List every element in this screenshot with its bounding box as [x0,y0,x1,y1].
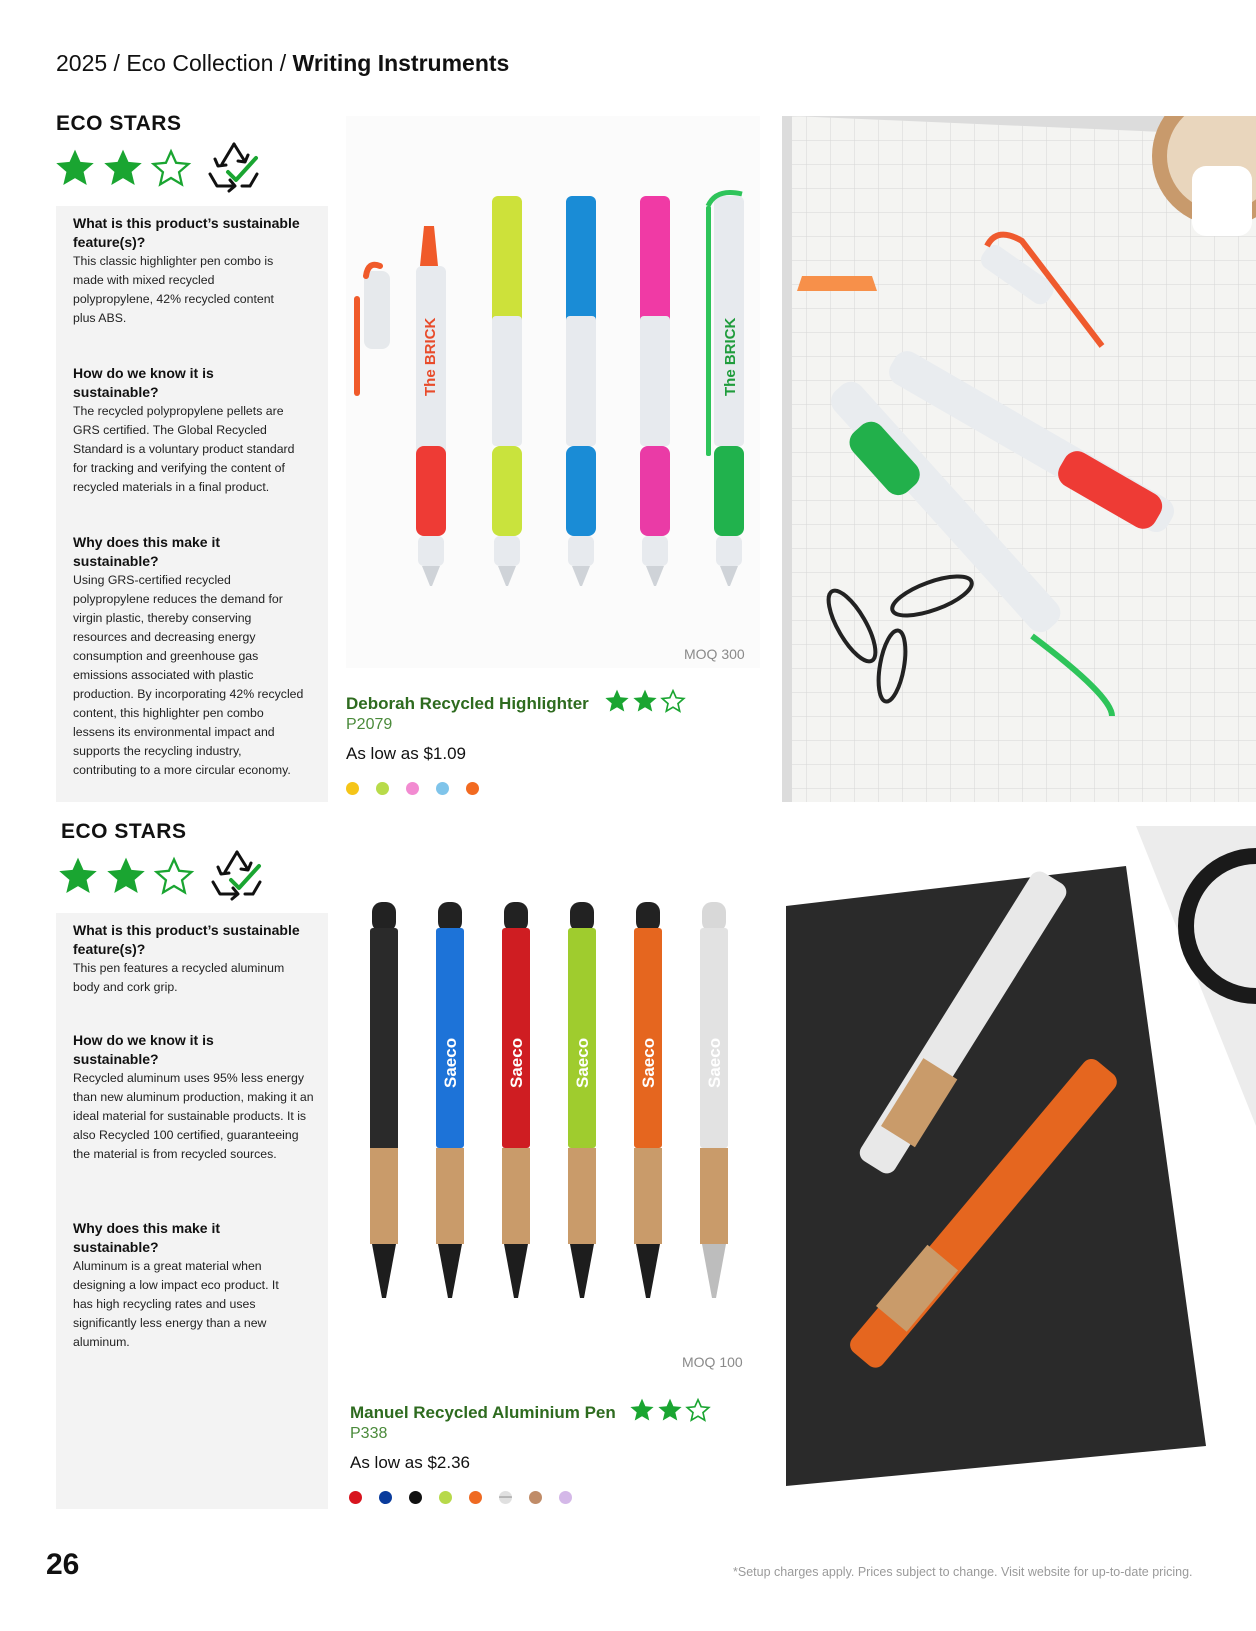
question-features: What is this product’s sustainable feature(s)? [73,215,300,250]
color-swatch[interactable] [469,1491,482,1504]
color-swatches [349,1491,589,1504]
product-eco-stars [604,688,688,714]
color-swatch[interactable] [439,1491,452,1504]
star-filled-icon [604,688,630,714]
lifestyle-photo-highlighters [782,116,1256,802]
product-name[interactable]: Deborah Recycled Highlighter [346,694,589,713]
highlighter-pens-illustration [346,116,760,668]
recycle-check-icon [207,848,267,904]
color-swatch[interactable] [466,782,479,795]
star-filled-icon [105,855,147,897]
question-why: Why does this make it sustainable? [73,1220,221,1255]
footer-disclaimer: *Setup charges apply. Prices subject to change. Visit website for up-to-date pricing. [733,1565,1193,1579]
question-why: Why does this make it sustainable? [73,534,221,569]
question-features: What is this product’s sustainable feature(s)? [73,922,300,957]
product-code: P338 [350,1425,388,1442]
star-empty-icon [153,855,195,897]
color-swatch[interactable] [346,782,359,795]
lifestyle-illustration [782,116,1256,802]
breadcrumb [56,50,509,77]
pen-logo-text: The BRICK [422,317,439,396]
star-empty-icon [660,688,686,714]
question-how-know: How do we know it is sustainable? [73,1032,214,1067]
color-swatches [346,782,496,795]
pen-logo-text: Saeco [441,1037,460,1088]
product-code: P2079 [346,716,393,733]
moq-label: MOQ 300 [684,646,745,662]
color-swatch[interactable] [379,1491,392,1504]
moq-label: MOQ 100 [682,1354,743,1370]
product-name[interactable]: Manuel Recycled Aluminium Pen [350,1403,616,1422]
pen-logo-text: Saeco [639,1037,658,1088]
color-swatch[interactable] [376,782,389,795]
color-swatch[interactable] [349,1491,362,1504]
star-filled-icon [629,1397,655,1423]
pen-logo-text: Saeco [573,1037,592,1088]
product-eco-stars [629,1397,713,1423]
breadcrumb-current: Writing Instruments [292,50,510,76]
lifestyle-photo-aluminium-pens [786,826,1256,1510]
breadcrumb-prefix: 2025 / Eco Collection / [56,50,293,76]
color-swatch[interactable] [499,1491,512,1504]
pen-logo-text: Saeco [705,1037,724,1088]
answer-features: This classic highlighter pen combo is made with mixed recycled polypropylene, 42% recycled content plus ABS. [73,254,274,325]
sustainability-panel [56,206,328,802]
color-swatch[interactable] [406,782,419,795]
product-price: As low as $2.36 [350,1453,471,1472]
answer-how-know: Recycled aluminum uses 95% less energy than new aluminum production, making it an ideal material for sustainable products. It is also Recycled 100 certified, guaranteeing the material is from recycled sources. [73,1071,314,1161]
eco-stars-heading: ECO STARS [61,820,187,843]
color-swatch[interactable] [559,1491,572,1504]
answer-how-know: The recycled polypropylene pellets are GRS certified. The Global Recycled Standard is a voluntary product standard for tracking and verifying the content of recycled materials in a final product. [73,404,295,494]
star-filled-icon [657,1397,683,1423]
aluminium-pens-illustration [346,888,760,1378]
lifestyle-illustration [786,826,1256,1510]
star-filled-icon [57,855,99,897]
sustainability-panel [56,913,328,1509]
product-price: As low as $1.09 [346,744,467,763]
pen-logo-text: Saeco [507,1037,526,1088]
pen-logo-text: The BRICK [722,317,739,396]
answer-why: Using GRS-certified recycled polypropylene reduces the demand for virgin plastic, thereby conserving resources and decreasing energy consumption and greenhouse gas emissions associated with plastic production. By incorporating 42% recycled content, this highlighter pen combo lessens its environmental impact and supports the recycling industry, contributing to a more circular economy. [73,573,304,777]
eco-stars-rating [54,140,264,196]
page-number: 26 [46,1548,80,1581]
eco-stars-rating [57,848,267,904]
star-filled-icon [54,147,96,189]
product-image-highlighters[interactable] [346,116,760,668]
color-swatch[interactable] [436,782,449,795]
product-image-aluminium-pens[interactable] [346,888,760,1378]
star-empty-icon [150,147,192,189]
answer-why: Aluminum is a great material when designing a low impact eco product. It has high recycling rates and uses significantly less energy than a new aluminum. [73,1259,279,1349]
question-how-know: How do we know it is sustainable? [73,365,214,400]
recycle-check-icon [204,140,264,196]
eco-stars-heading: ECO STARS [56,112,182,135]
color-swatch[interactable] [529,1491,542,1504]
star-filled-icon [632,688,658,714]
answer-features: This pen features a recycled aluminum body and cork grip. [73,961,285,994]
color-swatch[interactable] [409,1491,422,1504]
star-filled-icon [102,147,144,189]
star-empty-icon [685,1397,711,1423]
